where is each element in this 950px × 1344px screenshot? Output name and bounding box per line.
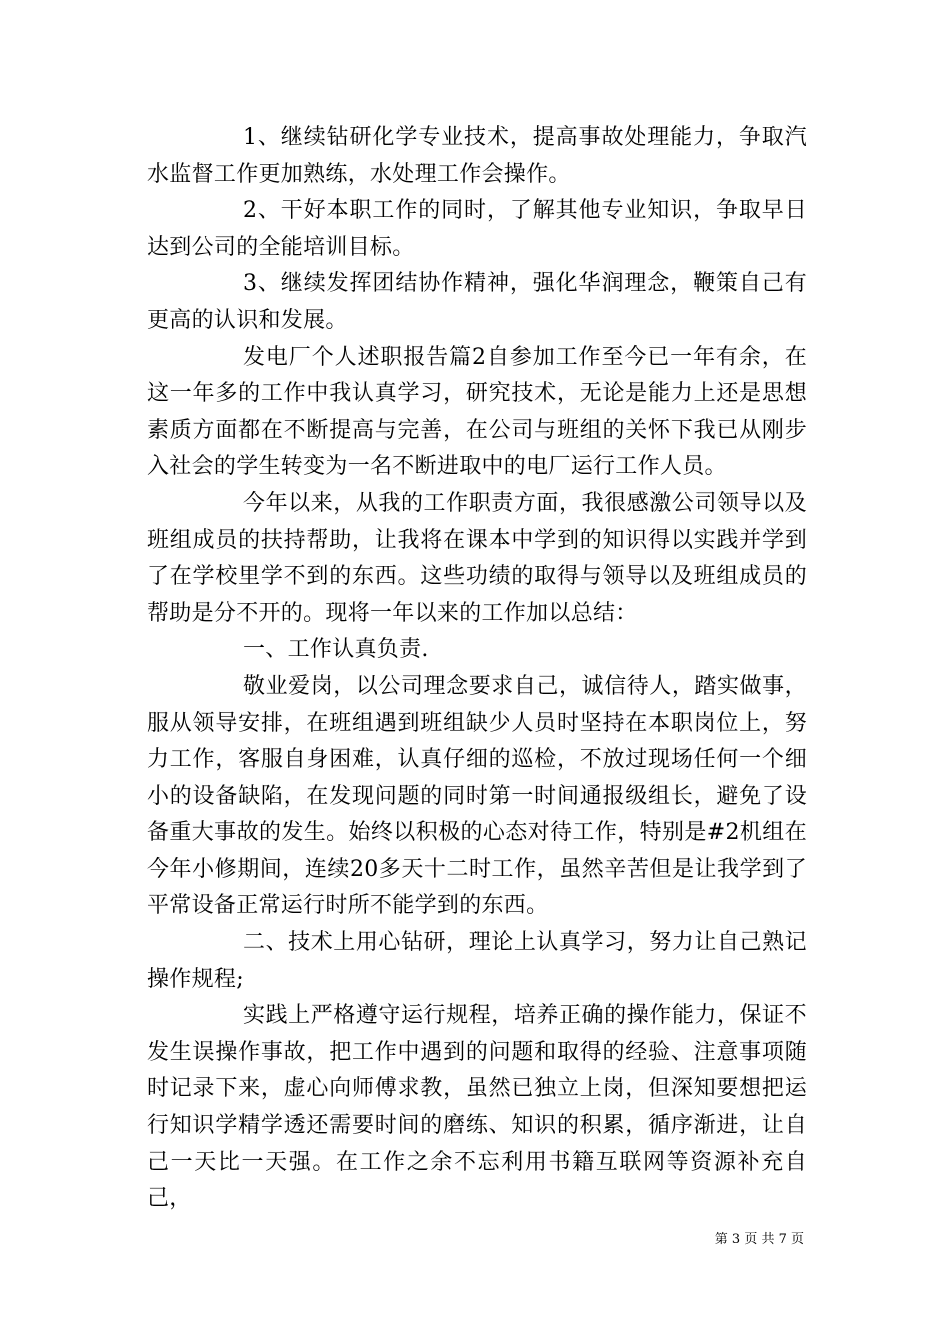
paragraph: 1、继续钻研化学专业技术，提高事故处理能力，争取汽水监督工作更加熟练，水处理工作会操作。 [147, 125, 807, 187]
paragraph: 3、继续发挥团结协作精神，强化华润理念，鞭策自己有更高的认识和发展。 [147, 271, 807, 333]
paragraph: 发电厂个人述职报告篇2自参加工作至今已一年有余，在这一年多的工作中我认真学习，研究技术，无论是能力上还是思想素质方面都在不断提高与完善，在公司与班组的关怀下我已从刚步入社会的学生转变为一名不断进取中的电厂运行工作人员。 [147, 344, 807, 480]
section-heading: 一、工作认真负责. [243, 637, 429, 663]
section-heading: 二、技术上用心钻研，理论上认真学习，努力让自己熟记操作规程; [147, 930, 807, 992]
page-number-footer: 第 3 页 共 7 页 [714, 1232, 804, 1247]
document-body [147, 120, 807, 1218]
paragraph: 实践上严格遵守运行规程，培养正确的操作能力，保证不发生误操作事故，把工作中遇到的问题和取得的经验、注意事项随时记录下来，虚心向师傅求教，虽然已独立上岗，但深知要想把运行知识学精学透还需要时间的磨练、知识的积累，循序渐进，让自己一天比一天强。在工作之余不忘利用书籍互联网等资源补充自己， [147, 1003, 807, 1212]
paragraph: 今年以来，从我的工作职责方面，我很感激公司领导以及班组成员的扶持帮助，让我将在课本中学到的知识得以实践并学到了在学校里学不到的东西。这些功绩的取得与领导以及班组成员的帮助是分不开的。现将一年以来的工作加以总结： [147, 490, 807, 626]
paragraph: 敬业爱岗，以公司理念要求自己，诚信待人，踏实做事，服从领导安排，在班组遇到班组缺少人员时坚持在本职岗位上，努力工作，客服自身困难，认真仔细的巡检，不放过现场任何一个细小的设备缺陷，在发现问题的同时第一时间通报级组长，避免了设备重大事故的发生。始终以积极的心态对待工作，特别是#2机组在今年小修期间，连续20多天十二时工作，虽然辛苦但是让我学到了平常设备正常运行时所不能学到的东西。 [147, 673, 807, 919]
paragraph: 2、干好本职工作的同时，了解其他专业知识，争取早日达到公司的全能培训目标。 [147, 198, 807, 260]
